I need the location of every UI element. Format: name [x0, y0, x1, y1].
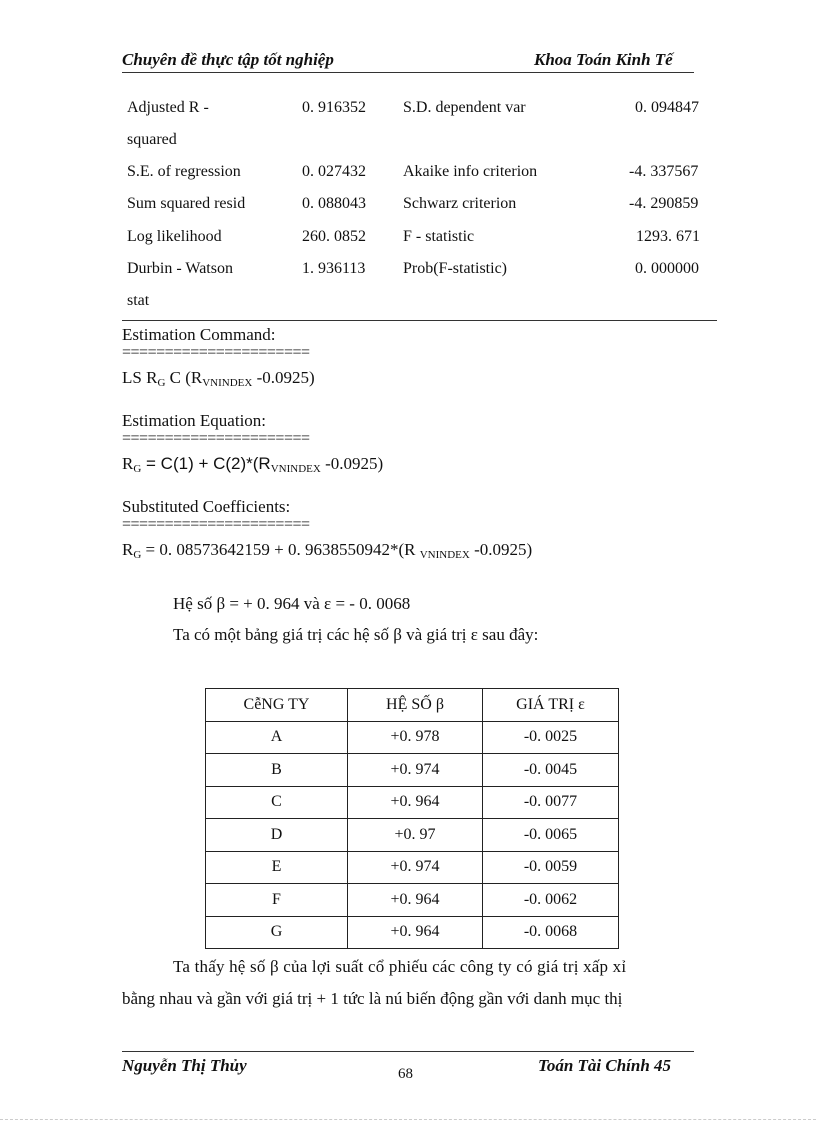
company-cell: B — [206, 754, 348, 787]
equation-title: Estimation Equation: — [122, 411, 267, 430]
stat-label: Sum squared resid — [127, 195, 246, 212]
stat-label: Prob(F-statistic) — [403, 260, 507, 277]
stat-value: 1. 936113 — [302, 260, 366, 277]
header-left: Chuyên đề thực tập tốt nghiệp — [122, 50, 334, 69]
command-title: Estimation Command: — [122, 325, 276, 344]
equals-divider: ====================== — [122, 516, 310, 533]
equals-divider: ====================== — [122, 344, 310, 361]
beta-epsilon-line: Hệ số β = + 0. 964 và ε = - 0. 0068 — [173, 594, 411, 613]
stat-label: Log likelihood — [127, 228, 222, 245]
estimation-equation: $R_G = C(1) + C(2)*(R_{VNINDEX}$ -0.0925) — [122, 454, 384, 475]
table-row — [206, 721, 619, 754]
beta-cell: +0. 964 — [348, 884, 483, 917]
table-intro: Ta có một bảng giá trị các hệ số β và giá trị ε sau đây: — [173, 625, 539, 644]
epsilon-cell: -0. 0059 — [483, 851, 619, 884]
stat-value: 0. 000000 — [635, 260, 699, 277]
epsilon-cell: -0. 0025 — [483, 721, 619, 754]
column-header: HỆ SỐ β — [348, 689, 483, 722]
table-row — [206, 916, 619, 949]
stat-value: 260. 0852 — [302, 228, 366, 245]
epsilon-cell: -0. 0068 — [483, 916, 619, 949]
epsilon-cell: -0. 0065 — [483, 819, 619, 852]
stat-label: Schwarz criterion — [403, 195, 517, 212]
stat-label: Adjusted R - — [127, 99, 209, 116]
table-row — [206, 851, 619, 884]
stat-value: 0. 088043 — [302, 195, 366, 212]
beta-cell: +0. 974 — [348, 851, 483, 884]
epsilon-cell: -0. 0062 — [483, 884, 619, 917]
stat-label: Akaike info criterion — [403, 163, 538, 180]
stat-label: squared — [127, 131, 177, 148]
header-right: Khoa Toán Kinh Tế — [534, 50, 673, 69]
footer-author: Nguyễn Thị Thủy — [122, 1056, 247, 1075]
company-cell: G — [206, 916, 348, 949]
coefficient-table — [205, 688, 619, 949]
beta-cell: +0. 964 — [348, 916, 483, 949]
stat-value: 0. 027432 — [302, 163, 366, 180]
page-number: 68 — [398, 1066, 413, 1082]
stat-value: -4. 290859 — [629, 195, 699, 212]
paragraph-line: bằng nhau và gần với giá trị + 1 tức là nú biến động gần với danh mục thị — [122, 989, 623, 1008]
table-row — [206, 884, 619, 917]
epsilon-cell: -0. 0045 — [483, 754, 619, 787]
footer-rule — [122, 1051, 694, 1052]
header-rule — [122, 72, 694, 73]
stat-label: F - statistic — [403, 228, 475, 245]
stat-value: -4. 337567 — [629, 163, 699, 180]
stat-value: 1293. 671 — [636, 228, 700, 245]
table-row — [206, 819, 619, 852]
footer-course: Toán Tài Chính 45 — [538, 1056, 672, 1075]
estimation-command: LS $R_G$ C ($R_{VNINDEX}$ -0.0925) — [122, 368, 315, 389]
beta-cell: +0. 97 — [348, 819, 483, 852]
beta-cell: +0. 964 — [348, 786, 483, 819]
company-cell: F — [206, 884, 348, 917]
epsilon-cell: -0. 0077 — [483, 786, 619, 819]
table-row — [206, 786, 619, 819]
stat-label: S.D. dependent var — [403, 99, 526, 116]
stat-value: 0. 094847 — [635, 99, 699, 116]
company-cell: D — [206, 819, 348, 852]
table-row — [206, 754, 619, 787]
stats-rule — [122, 320, 717, 321]
table-header-row — [206, 689, 619, 722]
substituted-equation: $R_G = 0$. 08573642159 + 0. 9638550942*(R $_{VNINDEX}$ -0.0925) — [122, 540, 533, 561]
company-cell: E — [206, 851, 348, 884]
stat-value: 0. 916352 — [302, 99, 366, 116]
column-header: GIÁ TRỊ ε — [483, 689, 619, 722]
equals-divider: ====================== — [122, 430, 310, 447]
company-cell: A — [206, 721, 348, 754]
substituted-title: Substituted Coefficients: — [122, 497, 291, 516]
beta-cell: +0. 978 — [348, 721, 483, 754]
beta-cell: +0. 974 — [348, 754, 483, 787]
page-edge-divider — [0, 1119, 816, 1120]
column-header: CễNG TY — [206, 689, 348, 722]
stat-label: Durbin - Watson — [127, 260, 233, 277]
company-cell: C — [206, 786, 348, 819]
stat-label: stat — [127, 292, 150, 309]
stat-label: S.E. of regression — [127, 163, 241, 180]
paragraph-line: Ta thấy hệ số β của lợi suất cổ phiếu các công ty có giá trị xấp xỉ — [173, 957, 627, 976]
